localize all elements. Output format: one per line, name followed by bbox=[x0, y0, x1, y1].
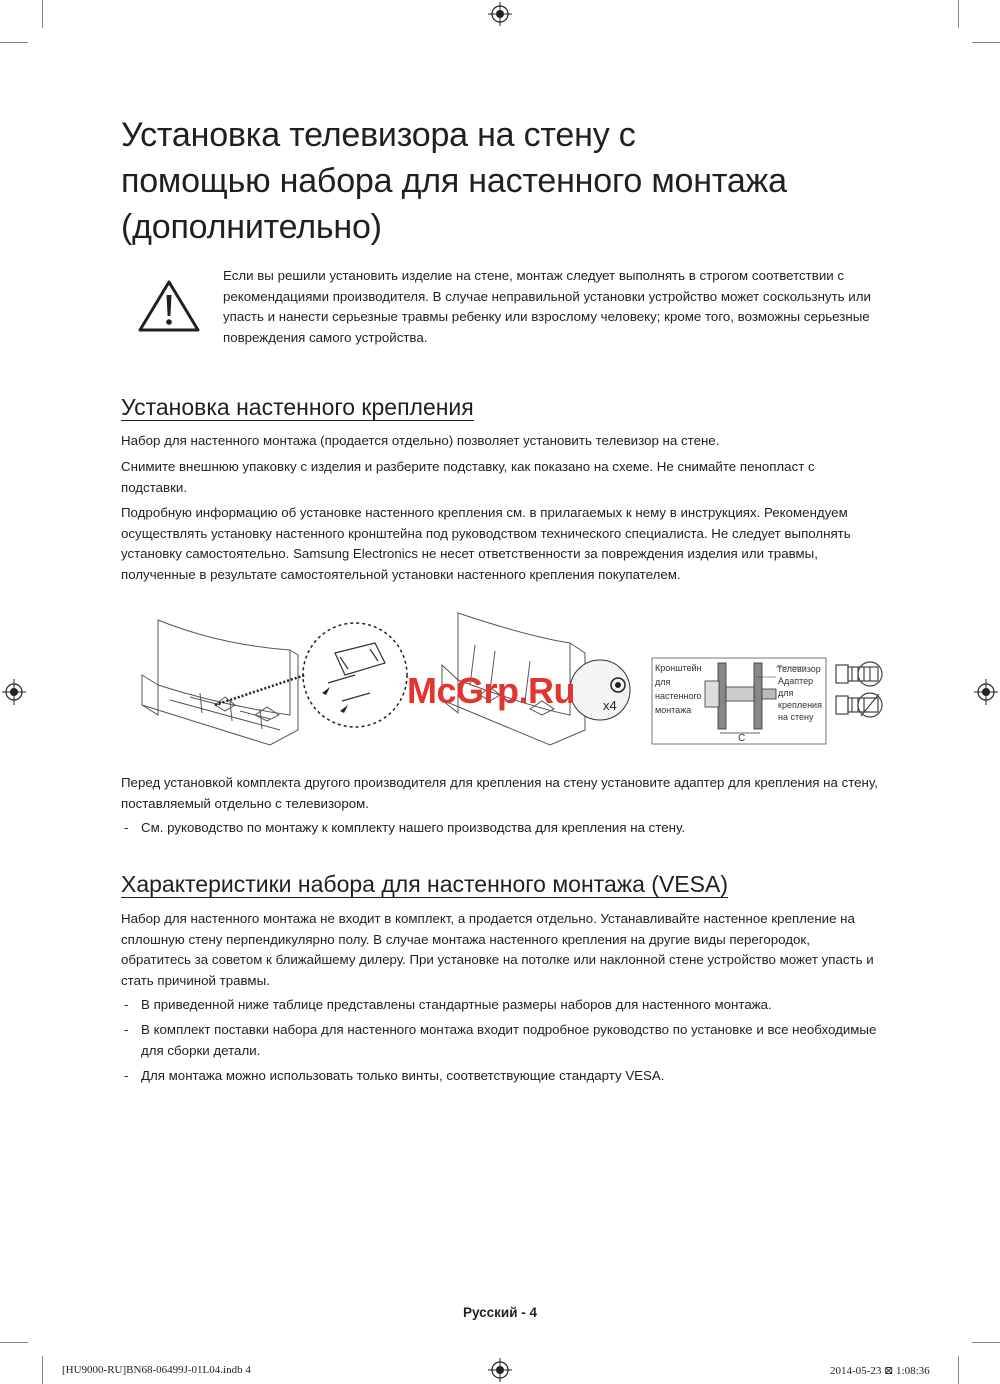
paragraph: Набор для настенного монтажа (продается отдельно) позволяет установить телевизор на стене. bbox=[121, 433, 720, 448]
page-title-line: помощью набора для настенного монтажа bbox=[121, 162, 787, 200]
figure-label-line: на стену bbox=[778, 712, 814, 722]
figure-label-line: монтажа bbox=[655, 705, 692, 715]
list-item-text: В комплект поставки набора для настенного монтажа входит подробное руководство по установке и все необходимые для сборки детали. bbox=[141, 1022, 877, 1058]
paragraph: Снимите внешнюю упаковку с изделия и разберите подставку, как показано на схеме. Не снимайте пенопласт с подставки. bbox=[121, 459, 815, 495]
section-heading-text: Установка настенного крепления bbox=[121, 394, 474, 420]
page-number: Русский - 4 bbox=[462, 1305, 538, 1320]
crop-mark bbox=[958, 0, 959, 28]
crop-mark bbox=[0, 42, 28, 43]
page-title-line: (дополнительно) bbox=[121, 208, 382, 246]
figure-label-line: для bbox=[778, 688, 794, 698]
bullet-dash: - bbox=[124, 997, 129, 1012]
paragraph: Перед установкой комплекта другого производителя для крепления на стену установите адаптер для крепления на стену, поставляемый отдельно с телевизором. bbox=[121, 775, 878, 811]
figure-label-line: крепления bbox=[778, 700, 822, 710]
crop-mark bbox=[42, 1356, 43, 1384]
figure-label-bracket bbox=[655, 663, 715, 716]
list-item bbox=[121, 1066, 881, 1087]
list-item-text: См. руководство по монтажу к комплекту нашего производства для крепления на стену. bbox=[141, 820, 686, 835]
warning-triangle-icon bbox=[137, 279, 201, 333]
registration-mark-icon bbox=[484, 1358, 516, 1382]
figure-label-line: для bbox=[655, 677, 671, 687]
registration-mark-icon bbox=[974, 679, 998, 705]
page-title-line: Установка телевизора на стену с bbox=[121, 116, 636, 154]
bullet-dash: - bbox=[124, 820, 129, 835]
watermark: McGrp.Ru bbox=[407, 670, 576, 711]
paragraph: Подробную информацию об установке настенного крепления см. в прилагаемых к нему в инструкциях. Рекомендуем осуществлять установку настенного кронштейна под руководством технического специалиста. Не следует выполнять установку самостоятельно. Samsung Electronics не несет ответственности за повреждения изделия или травмы, полученные в результате самостоятельной установки настенного крепления покупателем. bbox=[121, 505, 851, 582]
figure-label-adapter bbox=[778, 676, 828, 723]
figure-label-line: Кронштейн bbox=[655, 663, 702, 673]
paragraph: Набор для настенного монтажа не входит в комплект, а продается отдельно. Устанавливайте настенное крепление на сплошную стену перпендикулярно полу. В случае монтажа настенного крепления на другие виды перегородок, обратитесь за советом к ближайшему дилеру. При установке на потолке или наклонной стене устройство может упасть и стать причиной травмы. bbox=[121, 911, 874, 988]
list-item-text: В приведенной ниже таблице представлены стандартные размеры наборов для настенного монтажа. bbox=[141, 997, 772, 1012]
figure-label-line: Адаптер bbox=[778, 676, 814, 686]
list-item bbox=[121, 995, 881, 1016]
crop-mark bbox=[972, 1342, 1000, 1343]
bullet-dash: - bbox=[124, 1068, 129, 1083]
page-title bbox=[121, 112, 881, 250]
registration-mark-icon bbox=[484, 2, 516, 26]
crop-mark bbox=[42, 0, 43, 28]
print-slug-right: 2014-05-23 ⊠ 1:08:36 bbox=[830, 1365, 930, 1377]
crop-mark bbox=[972, 42, 1000, 43]
figure-label-x4: x4 bbox=[603, 698, 617, 713]
section-heading-text: Характеристики набора для настенного монтажа (VESA) bbox=[121, 871, 728, 897]
figure-label-line: настенного bbox=[655, 691, 702, 701]
list-item-text: Для монтажа можно использовать только винты, соответствующие стандарту VESA. bbox=[141, 1068, 665, 1083]
warning-text: Если вы решили установить изделие на стене, монтаж следует выполнять в строгом соответствии с рекомендациями производителя. В случае неправильной установки устройство может соскользнуть или упасть и нанести серьезные травмы ребенку или взрослому человеку; кроме того, возможны серьезные повреждения самого устройства. bbox=[223, 268, 871, 345]
figure-label-c: C bbox=[738, 733, 746, 744]
print-slug-left: [HU9000-RU]BN68-06499J-01L04.indb 4 bbox=[62, 1364, 251, 1376]
bullet-dash: - bbox=[124, 1022, 129, 1037]
section-heading bbox=[121, 392, 474, 422]
registration-mark-icon bbox=[2, 679, 26, 705]
crop-mark bbox=[0, 1342, 28, 1343]
list-item bbox=[121, 1020, 881, 1061]
section-heading bbox=[121, 869, 728, 899]
crop-mark bbox=[958, 1356, 959, 1384]
list-item bbox=[121, 818, 881, 839]
figure-label-tv: Телевизор bbox=[777, 664, 821, 674]
